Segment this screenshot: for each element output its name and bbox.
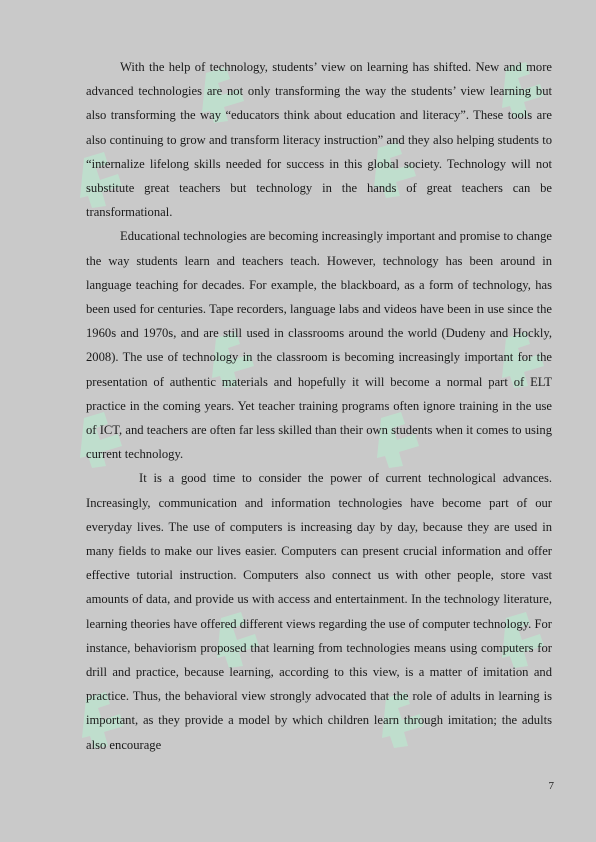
page-number: 7 [548, 780, 554, 792]
paragraph: It is a good time to consider the power of current technological advances. Increasingly, communication and information technologies have become part of our everyday lives. The use of computers is increasing day by day, because they are used in many fields to make our lives easier. Computers can present crucial information and offer effective tutorial instruction. Computers also connect us with other people, store vast amounts of data, and provide us with access and entertainment. In the technology literature, learning theories have offered different views regarding the use of computer technology. For instance, behaviorism proposed that learning from technologies means using computers for drill and practice, because learning, according to this view, is a matter of imitation and practice. Thus, the behavioral view strongly advocated that the role of adults in learning is important, as they provide a model by which children learn through imitation; the adults also encourage [86, 471, 552, 752]
paragraph: With the help of technology, students’ view on learning has shifted. New and more advanced technologies are not only transforming the way the students’ view learning but also transforming the way “educators think about education and literacy”. These tools are also continuing to grow and transform literacy instruction” and they also helping students to “internalize lifelong skills needed for success in this global society. Technology will not substitute great teachers but technology in the hands of great teachers can be transformational. [86, 60, 552, 220]
body-text [86, 55, 552, 757]
paragraph: Educational technologies are becoming increasingly important and promise to change the way students learn and teachers teach. However, technology has been around in language teaching for decades. For example, the blackboard, as a form of technology, has been used for centuries. Tape recorders, language labs and videos have been in use since the 1960s and 1970s, and are still used in classrooms around the world (Dudeny and Hockly, 2008). The use of technology in the classroom is becoming increasingly important for the presentation of authentic materials and hopefully it will become a normal part of ELT practice in the coming years. Yet teacher training programs often ignore training in the use of ICT, and teachers are often far less skilled than their own students when it comes to using current technology. [86, 229, 552, 462]
